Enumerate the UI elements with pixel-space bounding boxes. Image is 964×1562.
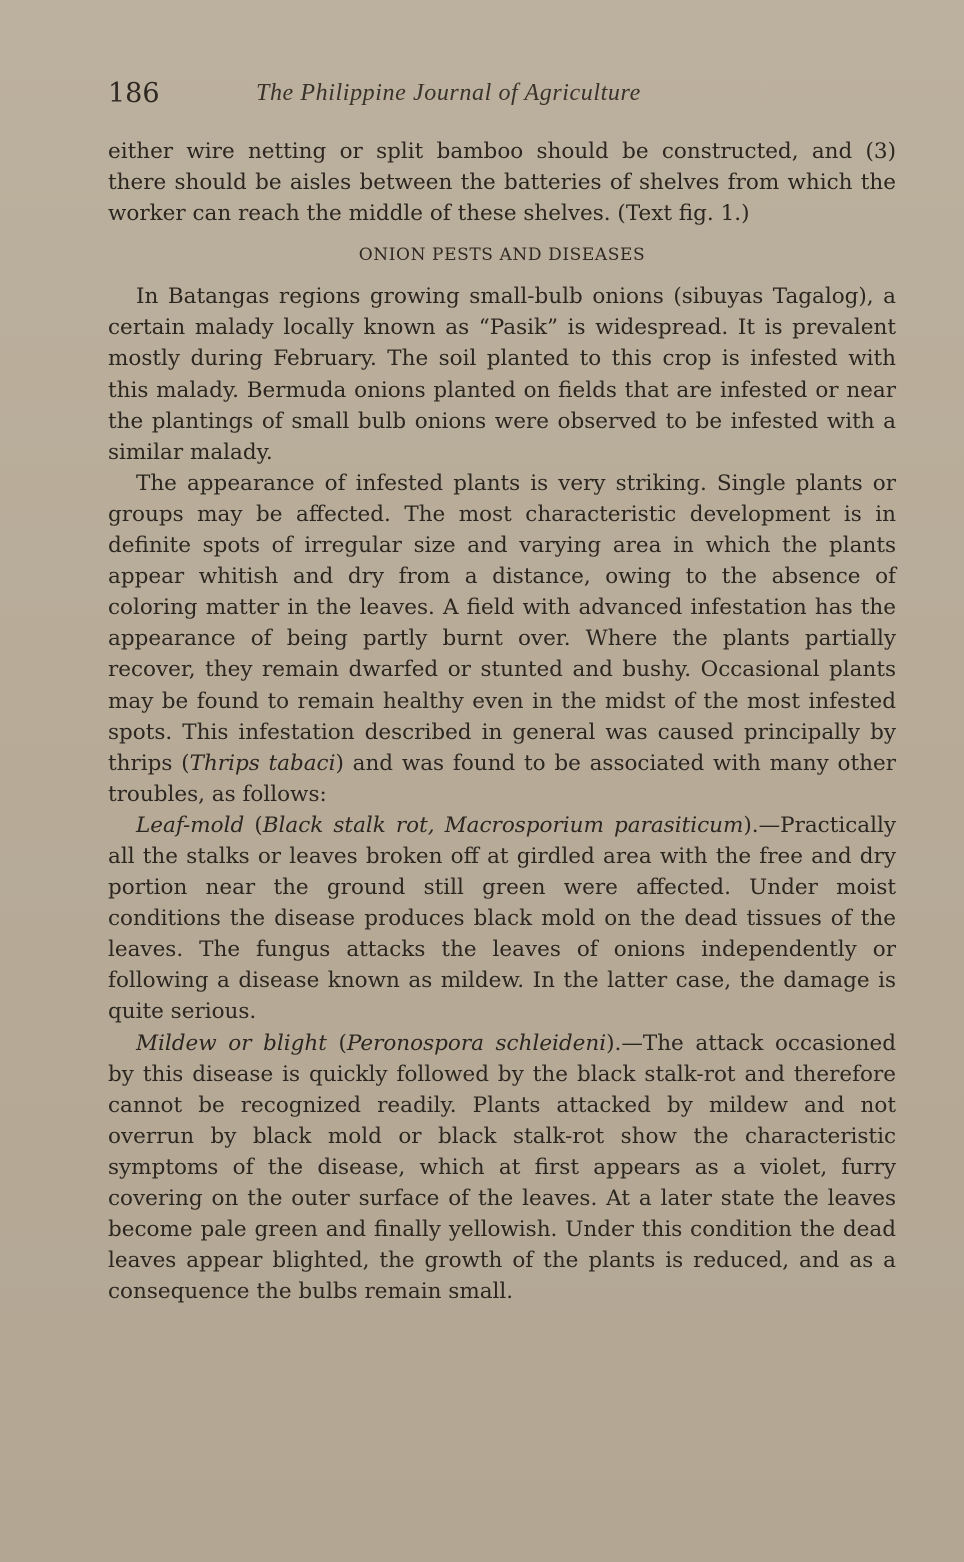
leaf-mold-open-paren: ( [244,812,263,838]
mildew-scientific-name: Peronospora schleideni [346,1030,607,1056]
section-heading: ONION PESTS AND DISEASES [358,245,646,266]
mildew-text: The attack occasioned by this disease is quickly followed by the black stalk-rot and therefore cannot be recognized readily. Plants attacked by mildew and not overrun by black mold or black stalk-rot show the characteristic symptoms of the disease, which at first appears as a violet, furry covering on the outer surface of the leaves. At a later state the leaves become pale green and finally yellowish. Under this condition the dead leaves appear blighted, the growth of the plants is reduced, and as a consequence the bulbs remain small. [108,1030,896,1305]
running-head [108,78,898,118]
mildew-title: Mildew or blight [136,1030,327,1056]
article-body [108,136,896,1307]
mildew-open-paren: ( [326,1030,347,1056]
leaf-mold-close-paren: ).— [743,812,781,838]
page-number: 186 [108,78,160,109]
intro-paragraph: either wire netting or split bamboo should be constructed, and (3) there should be aisles between the batteries of shelves from which the worker can reach the middle of these shelves. (Text fig. 1.) [108,139,896,227]
leaf-mold-text: Practically all the stalks or leaves broken off at girdled area with the free and dry portion near the ground still green were affected. Under moist conditions the disease produces black mold on the dead tissues of the leaves. The fungus attacks the leaves of onions independently or following a disease known as mildew. In the latter case, the damage is quite serious. [108,812,896,1025]
thrips-scientific-name: Thrips tabaci [189,750,336,776]
mildew-close-paren: ).— [606,1030,643,1056]
journal-title: The Philippine Journal of Agriculture [256,80,641,106]
appearance-text: The appearance of infested plants is very striking. Single plants or groups may be affected. The most characteristic development is in definite spots of irregular size and varying area in which the plants appear whitish and dry from a distance, owing to the absence of coloring matter in the leaves. A field with advanced infestation has the appearance of being partly burnt over. Where the plants partially recover, they remain dwarfed or stunted and bushy. Occasional plants may be found to remain healthy even in the midst of the most infested spots. This infestation described in general was caused principally by thrips ( [108,470,896,776]
paragraph-mildew [108,1028,896,1308]
leaf-mold-title: Leaf-mold [136,812,245,838]
paragraph-pasik: In Batangas regions growing small-bulb onions (sibuyas Tagalog), a certain malady locally known as “Pasik” is widespread. It is prevalent mostly during February. The soil planted to this crop is infested with this malady. Bermuda onions planted on fields that are infested or near the plantings of small bulb onions were observed to be infested with a similar malady. [108,284,896,465]
paragraph-leaf-mold [108,810,896,1028]
paragraph-appearance [108,468,896,810]
appearance-text-end: ) and was found to be associated with many other troubles, as follows: [108,750,896,807]
leaf-mold-scientific-name: Black stalk rot, Macrosporium parasiticum [262,812,744,838]
